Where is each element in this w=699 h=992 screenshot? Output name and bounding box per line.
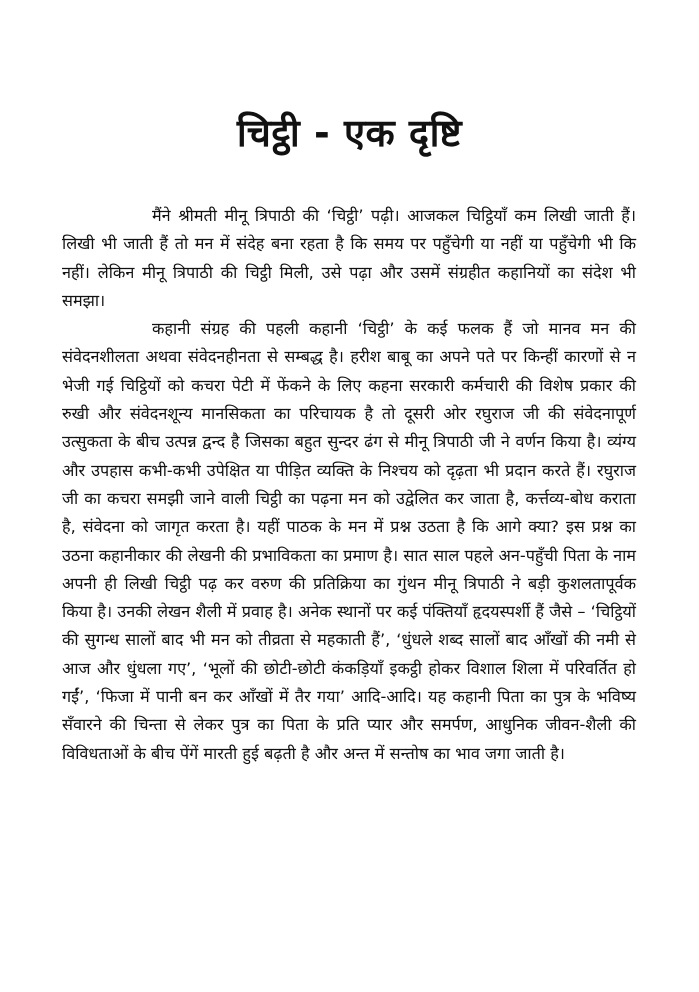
paragraph-1: मैंने श्रीमती मीनू त्रिपाठी की ‘चिट्ठी’ पढ़ी। आजकल चिट्ठियाँ कम लिखी जाती हैं। लिखी भी जाती हैं तो मन में संदेह बना रहता है कि समय पर पहुँचेगी या नहीं या पहुँचेगी भी कि नहीं। लेकिन मीनू त्रिपाठी की चिट्ठी मिली, उसे पढ़ा और उसमें संग्रहीत कहानियों का संदेश भी समझा।	[62, 206, 636, 310]
page-title: चिट्ठी - एक दृष्टि	[236, 111, 463, 155]
paragraph-2: कहानी संग्रह की पहली कहानी ‘चिट्ठी’ के कई फलक हैं जो मानव मन की संवेदनशीलता अथवा संवेदनहीनता से सम्बद्ध है। हरीश बाबू का अपने पते पर किन्हीं कारणों से न भेजी गई चिट्ठियों को कचरा पेटी में फेंकने के लिए कहना सरकारी कर्मचारी की विशेष प्रकार की रुखी और संवेदनशून्य मानसिकता का परिचायक है तो दूसरी ओर रघुराज जी की संवेदनापूर्ण उत्सुकता के बीच उत्पन्न द्वन्द है जिसका बहुत सुन्दर ढंग से मीनू त्रिपाठी जी ने वर्णन किया है। व्यंग्य और उपहास कभी-कभी उपेक्षित या पीड़ित व्यक्ति के निश्चय को दृढ़ता भी प्रदान करते हैं। रघुराज जी का कचरा समझी जाने वाली चिट्ठी का पढ़ना मन को उद्वेलित कर जाता है, कर्त्तव्य-बोध कराता है, संवेदना को जागृत करता है। यहीं पाठक के मन में प्रश्न उठता है कि आगे क्या? इस प्रश्न का उठना कहानीकार की लेखनी की प्रभाविकता का प्रमाण है। सात साल पहले अन-पहुँची पिता के नाम अपनी ही लिखी चिट्ठी पढ़ कर वरुण की प्रतिक्रिया का गुंथन मीनू त्रिपाठी ने बड़ी कुशलतापूर्वक किया है। उनकी लेखन शैली में प्रवाह है। अनेक स्थानों पर कई पंक्तियाँ हृदयस्पर्शी हैं जैसे – ‘चिट्ठियों की सुगन्ध सालों बाद भी मन को तीव्रता से महकाती हैं’, ‘धुंधले शब्द सालों बाद आँखों की नमी से आज और धुंधला गए’, ‘भूलों की छोटी-छोटी कंकड़ियाँ इकट्ठी होकर विशाल शिला में परिवर्तित हो गईं’, ‘फिजा में पानी बन कर आँखों में तैर गया’ आदि-आदि। यह कहानी पिता का पुत्र के भविष्य सँवारने की चिन्ता से लेकर पुत्र का पिता के प्रति प्यार और समर्पण, आधुनिक जीवन-शैली की विविधताओं के बीच पेंगें मारती हुई बढ़ती है और अन्त में सन्तोष का भाव जगा जाती है।	[62, 319, 636, 763]
body-text	[62, 202, 636, 768]
